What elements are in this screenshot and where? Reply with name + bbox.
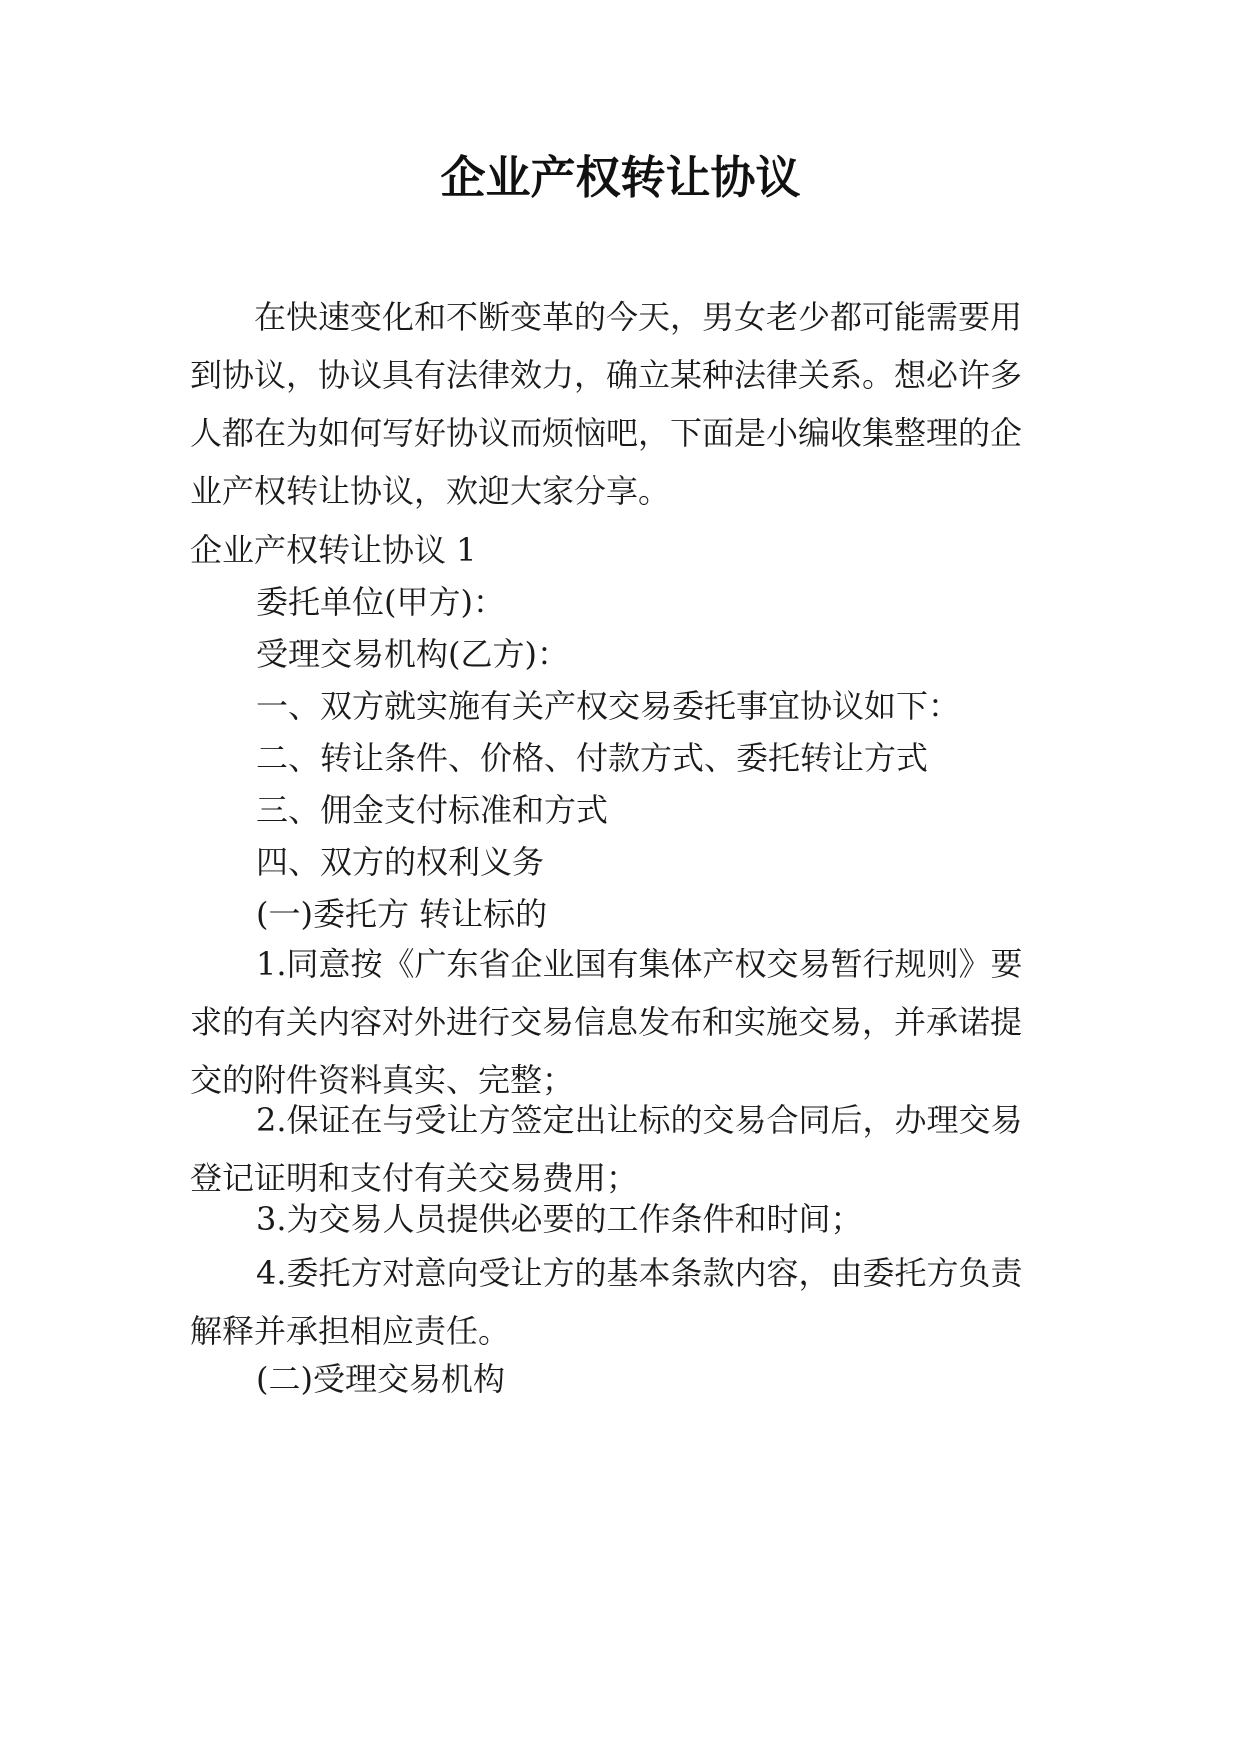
item-2: 2.保证在与受让方签定出让标的交易合同后，办理交易登记证明和支付有关交易费用；: [190, 1101, 1023, 1197]
intro-paragraph: 在快速变化和不断变革的今天，男女老少都可能需要用到协议，协议具有法律效力，确立某种法律关系。想必许多人都在为如何写好协议而烦恼吧，下面是小编收集整理的企业产权转让协议，欢迎大家分享。: [190, 298, 1023, 510]
clause-1: 一、双方就实施有关产权交易委托事宜协议如下：: [256, 687, 961, 725]
item-4: 4.委托方对意向受让方的基本条款内容，由委托方负责解释并承担相应责任。: [190, 1254, 1023, 1350]
clause-4: 四、双方的权利义务: [256, 843, 545, 881]
party-b-label: 受理交易机构(乙方)：: [256, 635, 569, 673]
clause-2: 二、转让条件、价格、付款方式、委托转让方式: [256, 739, 929, 777]
section-heading: 企业产权转让协议 1: [190, 531, 477, 569]
item-3: 3.为交易人员提供必要的工作条件和时间；: [256, 1200, 863, 1238]
party-a-label: 委托单位(甲方)：: [256, 583, 505, 621]
clause-3: 三、佣金支付标准和方式: [256, 791, 609, 829]
subsection-delegating-party: (一)委托方 转让标的: [256, 895, 548, 933]
subsection-accepting-agency: (二)受理交易机构: [256, 1360, 505, 1398]
item-1: 1.同意按《广东省企业国有集体产权交易暂行规则》要求的有关内容对外进行交易信息发布和实施交易，并承诺提交的附件资料真实、完整；: [190, 945, 1023, 1099]
document-title: 企业产权转让协议: [440, 151, 801, 204]
